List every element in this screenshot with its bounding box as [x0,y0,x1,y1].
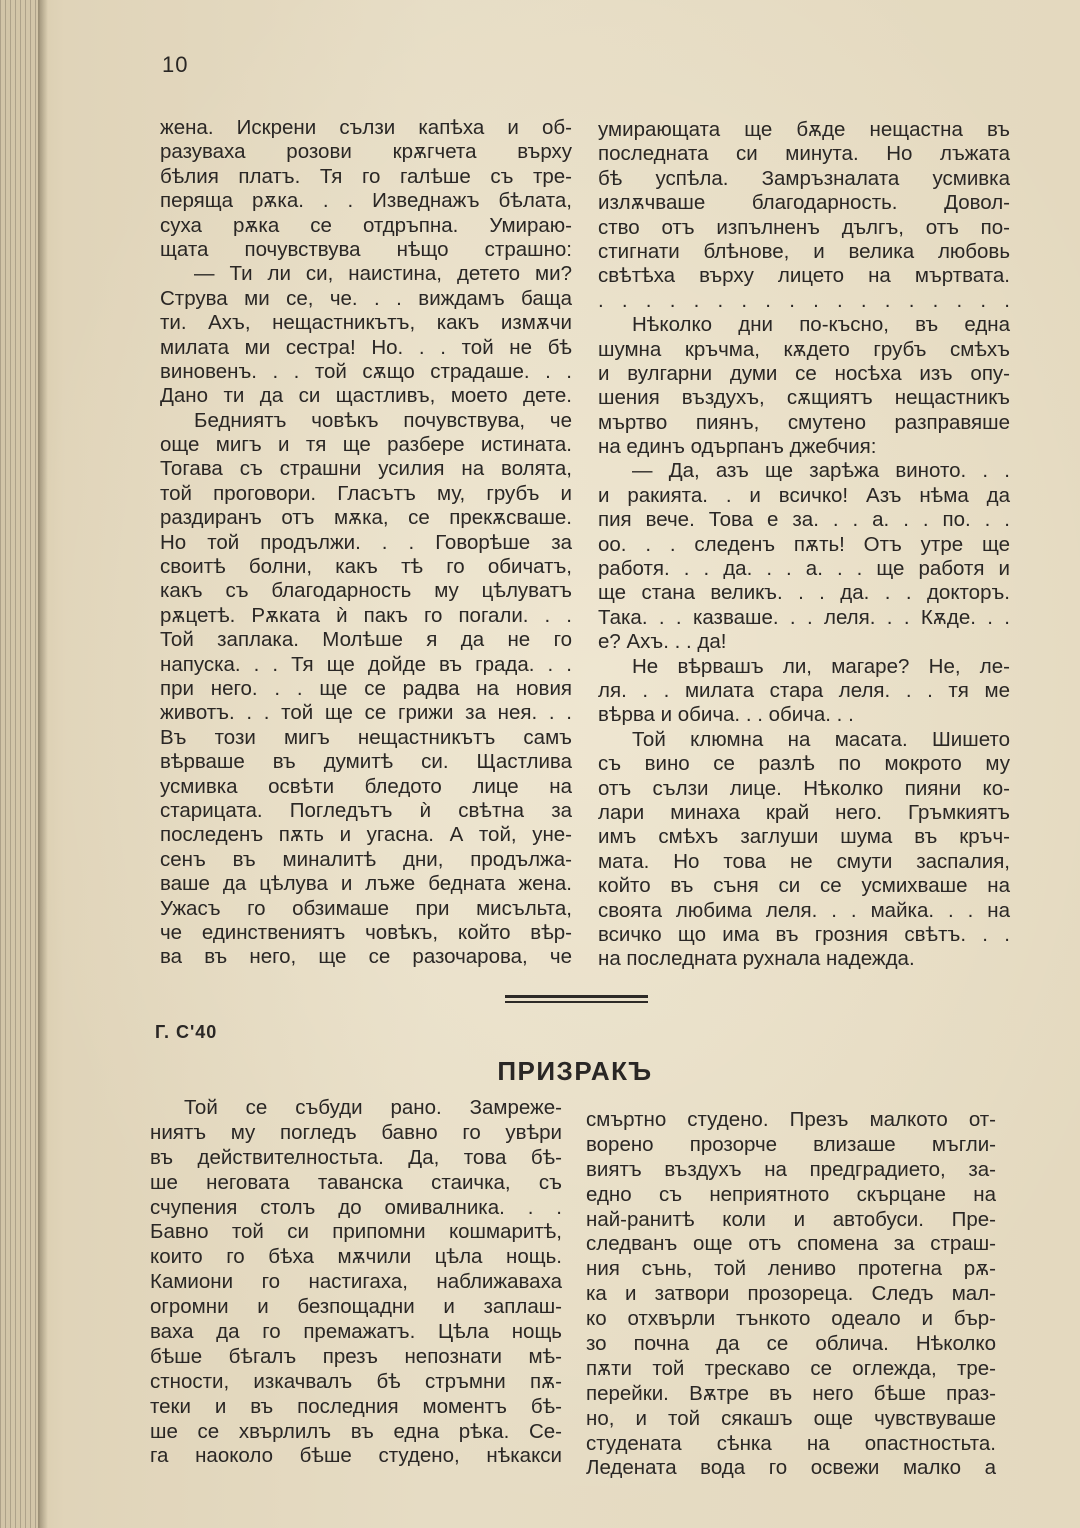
text-line: излѫчваше благодарность. Довол- [598,191,1010,215]
text-line: Бавно той си припомни кошмаритѣ, [150,1220,562,1244]
text-line: имъ смѣхъ заглуши шума въ кръч- [598,825,1010,849]
text-line: виновенъ. . . той сѫщо страдаше. . . [160,359,572,383]
text-line: Но той продължи. . . Говорѣше за [160,530,572,554]
text-line: Дано ти да си щастливъ, моето дете. [160,384,572,408]
text-line: Ужасъ го обзимаше при мисъльта, [160,896,572,920]
text-line: ще стана великъ. . . да. . . докторъ. [598,581,1010,605]
text-line: животъ. . . той ще се грижи за нея. . . [160,701,572,725]
text-line: стности, изкачвалъ бѣ стръмни пѫ- [150,1369,562,1393]
text-line: студената сѣнка на опастностьта. [586,1431,996,1455]
text-line: суха рѫка се отдръпна. Умираю- [160,213,572,237]
text-line: сенъ въ миналитѣ дни, продължа- [160,847,572,871]
text-line: ше се хвърлилъ въ една рѣка. Се- [150,1419,562,1443]
text-line: ство отъ изпълненъ дългъ, отъ по- [598,215,1010,239]
text-line: своята любима леля. . . майка. . . на [598,898,1010,922]
text-line: въ действителностьта. Да, това бѣ- [150,1145,562,1169]
text-line: ти. Ахъ, нещастникътъ, какъ измѫчи [160,311,572,335]
text-line: ко отхвърли тънкото одеало и бър- [586,1307,996,1331]
text-line: вѣрваше въ думитѣ си. Щастлива [160,750,572,774]
section-divider [505,995,648,1004]
text-line: милата ми сестра! Но. . . той не бѣ [160,335,572,359]
text-line: рѫцетѣ. Рѫката ѝ пакъ го погали. . . [160,603,572,627]
text-line: — Ти ли си, наистина, детето ми? [194,262,572,286]
text-line: виятъ въздухъ на предградието, за- [586,1157,996,1181]
text-line: смъртно студено. Презъ малкото от- [586,1108,996,1131]
text-line: щата почувствува нѣщо страшно: [160,237,572,261]
text-line: Въ този мигъ нещастникътъ самъ [160,725,572,749]
text-line: последенъ пѫть и угасна. А той, уне- [160,823,572,847]
text-line: га наоколо бѣше студено, нѣкакси [150,1444,562,1468]
text-line: ваше да цѣлува и лъже бедната жена. [160,872,572,896]
author-signature: Г. С'40 [155,1022,218,1042]
text-line: усмивка освѣти бледото лице на [160,774,572,798]
divider-thick-rule [505,995,648,998]
text-line: ва въ него, ще се разочарова, че [160,945,572,969]
text-line: стигнати блѣнове, и велика любовь [598,239,1010,263]
text-line: и ракията. . и всичко! Азъ нѣма да [598,483,1010,507]
text-line: разуваха розови крѫгчета върху [160,140,572,164]
text-line: ше неговата таванска стаичка, съ [150,1170,562,1194]
text-line: на последната рухнала надежда. [598,947,915,971]
text-line: — Да, азъ ще зарѣжа виното. . . [632,459,1010,483]
text-line: напуска. . . Тя ще дойде въ града. . . [160,652,572,676]
text-line: счупения столъ до омивалника. . . [150,1195,562,1219]
story1-left-column [160,116,572,970]
text-line: перяща рѫка. . . Изведнажъ бѣлата, [160,189,572,213]
text-line: . . . . . . . . . . . . . . . . . . [598,288,1010,312]
text-line: Бедниятъ човѣкъ почувствува, че [194,408,572,432]
story-title: ПРИЗРАКЪ [497,1056,653,1086]
text-line: бѣлия платъ. Тя го галѣше съ тре- [160,164,572,188]
text-line: пѫти той трескаво се оглежда, тре- [586,1356,996,1380]
text-line: работя. . . да. . . а. . . ще работя и [598,557,1010,581]
text-line: свѣтѣха върху лицето на мъртвата. [598,264,1010,288]
text-line: лари минаха край него. Гръмкиятъ [598,800,1010,824]
divider-thin-rule [505,1001,648,1003]
text-line: ля. . . милата стара леля. . . тя ме [598,678,1010,702]
text-line: бѣ успѣла. Замръзналата усмивка [598,166,1010,190]
story2-left-column [150,1096,562,1469]
text-line: Струва ми се, че. . . виждамъ баща [160,286,572,310]
text-line: мата. Но това не смути заспалия, [598,849,1010,873]
text-line: всичко що има въ грозния свѣтъ. . . [598,922,1010,946]
text-line: които го бѣха мѫчили цѣла нощь. [150,1245,562,1269]
text-line: теки и въ последния моментъ бѣ- [150,1394,562,1418]
text-line: бѣше бѣгалъ презъ непознати мѣ- [150,1344,562,1368]
text-line: Той се събуди рано. Замреже- [184,1096,562,1119]
text-line: зо почна да се облича. Нѣколко [586,1332,996,1356]
text-line: Нѣколко дни по-късно, въ една [632,313,1010,337]
text-line: ниятъ му погледъ бавно го увѣри [150,1120,562,1144]
text-line: ворено прозорче влизаше мъгли- [586,1132,996,1156]
text-line: и вулгарни думи се носѣха изъ опу- [598,361,1010,385]
text-line: съ вино се разлѣ по мокрото му [598,752,1010,776]
text-line: Ледената вода го освежи малко а [586,1456,996,1480]
text-line: шумна кръчма, кѫдето грубъ смѣхъ [598,337,1010,361]
text-line: той проговори. Гласътъ му, грубъ и [160,481,572,505]
text-line: оо. . . следенъ пѫть! Отъ утре ще [598,532,1010,556]
text-line: едно съ неприятното скърцане на [586,1182,996,1206]
text-line: Така. . . казваше. . . леля. . . Кѫде. . . [598,605,1010,629]
text-line: Той заплака. Молѣше я да не го [160,628,572,652]
text-line: Тогава съ страшни усилия на волята, [160,457,572,481]
text-line: ваха да го премажатъ. Цѣла нощь [150,1320,562,1344]
text-line: на единъ одърпанъ джебчия: [598,435,877,459]
text-line: старицата. Погледътъ ѝ свѣтна за [160,798,572,822]
text-line: шения въздухъ, сѫщиятъ нещастникъ [598,386,1010,410]
text-line: ния сънь, той лениво протегна рѫ- [586,1257,996,1281]
text-line: още мигъ и тя ще разбере истината. [160,433,572,457]
text-line: ка и затвори прозореца. Следъ мал- [586,1282,996,1306]
text-line: жена. Искрени сълзи капѣха и об- [160,116,572,139]
page-stack-edges [0,0,40,1528]
text-line: раздиранъ отъ мѫка, се прекѫсваше. [160,506,572,530]
text-line: следванъ още отъ спомена за страш- [586,1232,996,1256]
text-line: огромни и безпощадни и заплаш- [150,1295,562,1319]
text-line: последната си минута. Но лъжата [598,142,1010,166]
text-line: е? Ахъ. . . да! [598,630,727,654]
binding-shadow [38,0,48,1528]
page-number: 10 [162,52,189,77]
text-line: но, и той сякашъ още чувствуваше [586,1406,996,1430]
story1-right-column [598,118,1010,972]
text-line: който въ съня си се усмихваше на [598,874,1010,898]
text-line: своитѣ болни, какъ тѣ го обичатъ, [160,555,572,579]
text-line: че единствениятъ човѣкъ, който вѣр- [160,920,572,944]
text-line: отъ сълзи лице. Нѣколко пияни ко- [598,776,1010,800]
text-line: умирающата ще бѫде нещастна въ [598,118,1010,141]
text-line: най-ранитѣ коли и автобуси. Пре- [586,1207,996,1231]
text-line: Той клюмна на масата. Шишето [632,727,1010,751]
text-line: Не вѣрвашъ ли, магаре? Не, ле- [632,654,1010,678]
text-line: при него. . . ще се радва на новия [160,676,572,700]
text-line: Камиони го настигаха, наближаваха [150,1270,562,1294]
text-line: пия вече. Това е за. . . а. . . по. . . [598,508,1010,532]
text-line: перейки. Вѫтре въ него бѣше праз- [586,1381,996,1405]
text-line: мъртво пиянъ, смутено разправяше [598,410,1010,434]
story2-right-column [586,1108,996,1481]
text-line: вѣрва и обича. . . обича. . . [598,703,854,727]
text-line: какъ съ благодарность му цѣлуватъ [160,579,572,603]
